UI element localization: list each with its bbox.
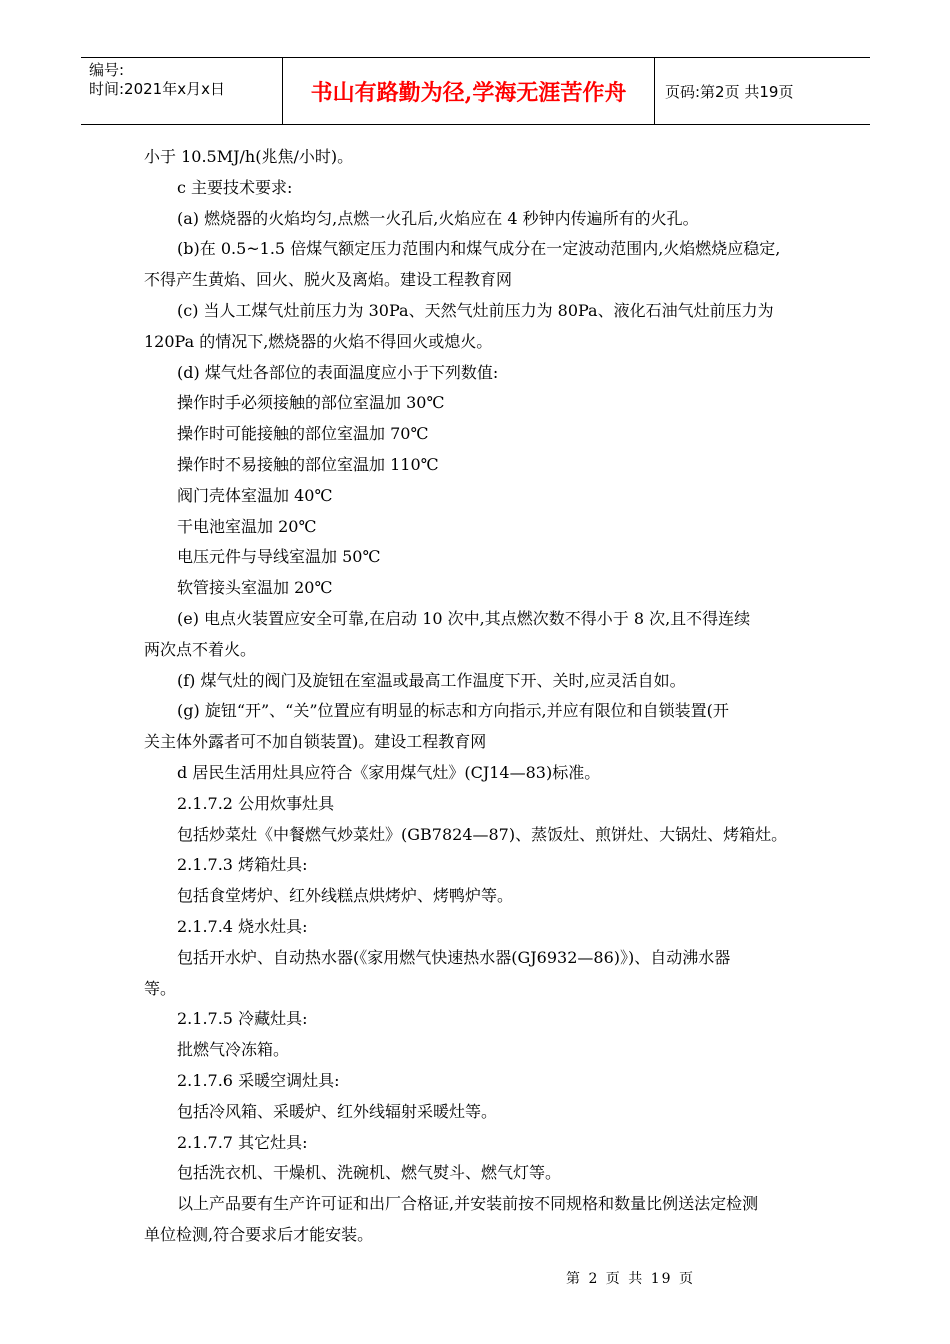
body-line: 小于 10.5MJ/h(兆焦/小时)。 [144, 147, 354, 166]
body-line: 阀门壳体室温加 40℃ [177, 485, 333, 505]
body-line: 操作时可能接触的部位室温加 70℃ [177, 424, 429, 444]
body-line: 2.1.7.2 公用炊事灶具 [177, 793, 335, 813]
body-line: 两次点不着火。 [144, 639, 257, 659]
body-line: (a) 燃烧器的火焰均匀,点燃一火孔后,火焰应在 4 秒钟内传遍所有的火孔。 [177, 208, 699, 228]
body-line: 包括洗衣机、干燥机、洗碗机、燃气熨斗、燃气灯等。 [177, 1163, 562, 1183]
body-line: 关主体外露者可不加自锁装置)。建设工程教育网 [144, 732, 487, 752]
body-line: 不得产生黄焰、回火、脱火及离焰。建设工程教育网 [144, 270, 513, 290]
body-line: 2.1.7.7 其它灶具: [177, 1132, 308, 1152]
body-line: 120Pa 的情况下,燃烧器的火焰不得回火或熄火。 [144, 331, 493, 351]
document-body [144, 142, 824, 1251]
header-meta [81, 58, 283, 124]
body-line: (f) 煤气灶的阀门及旋钮在室温或最高工作温度下开、关时,应灵活自如。 [177, 670, 686, 690]
body-line: 操作时手必须接触的部位室温加 30℃ [177, 393, 445, 413]
body-line: 干电池室温加 20℃ [177, 516, 317, 536]
body-line: 包括食堂烤炉、红外线糕点烘烤炉、烤鸭炉等。 [177, 886, 514, 906]
body-line: 单位检测,符合要求后才能安装。 [144, 1224, 374, 1244]
doc-number-label: 编号: [89, 61, 125, 79]
body-line: 2.1.7.3 烤箱灶具: [177, 855, 308, 875]
body-line: (d) 煤气灶各部位的表面温度应小于下列数值: [177, 362, 499, 382]
body-line: 电压元件与导线室温加 50℃ [177, 547, 381, 567]
header-page-info: 页码:第2页 共19页 [665, 82, 794, 101]
body-line: (g) 旋钮“开”、“关”位置应有明显的标志和方向指示,并应有限位和自锁装置(开 [177, 701, 729, 721]
body-line: 批燃气冷冻箱。 [177, 1040, 290, 1060]
body-line: 2.1.7.4 烧水灶具: [177, 916, 308, 936]
body-line: 操作时不易接触的部位室温加 110℃ [177, 454, 439, 474]
body-line: 包括炒菜灶《中餐燃气炒菜灶》(GB7824—87)、蒸饭灶、煎饼灶、大锅灶、烤箱灶。 [177, 824, 788, 844]
body-line: (b)在 0.5~1.5 倍煤气额定压力范围内和煤气成分在一定波动范围内,火焰燃烧应稳定, [177, 239, 781, 259]
body-line: 包括开水炉、自动热水器(《家用燃气快速热水器(GJ6932—86)》)、自动沸水器 [177, 947, 731, 967]
body-line: 包括冷风箱、采暖炉、红外线辐射采暖灶等。 [177, 1101, 498, 1121]
body-line: c 主要技术要求: [177, 177, 293, 197]
body-line: (c) 当人工煤气灶前压力为 30Pa、天然气灶前压力为 80Pa、液化石油气灶前压力为 [177, 300, 774, 320]
doc-time-label: 时间:2021年x月x日 [89, 80, 225, 98]
page-header [81, 57, 870, 125]
page-footer: 第 2 页 共 19 页 [566, 1271, 695, 1287]
body-line: 软管接头室温加 20℃ [177, 578, 333, 598]
header-slogan: 书山有路勤为径,学海无涯苦作舟 [283, 58, 655, 124]
body-line: 等。 [144, 978, 177, 998]
body-line: d 居民生活用灶具应符合《家用煤气灶》(CJ14—83)标准。 [177, 762, 601, 782]
body-line: 2.1.7.5 冷藏灶具: [177, 1009, 308, 1029]
body-line: 2.1.7.6 采暖空调灶具: [177, 1070, 340, 1090]
body-line: (e) 电点火装置应安全可靠,在启动 10 次中,其点燃次数不得小于 8 次,且不得连续 [177, 608, 751, 628]
body-line: 以上产品要有生产许可证和出厂合格证,并安装前按不同规格和数量比例送法定检测 [177, 1194, 759, 1214]
